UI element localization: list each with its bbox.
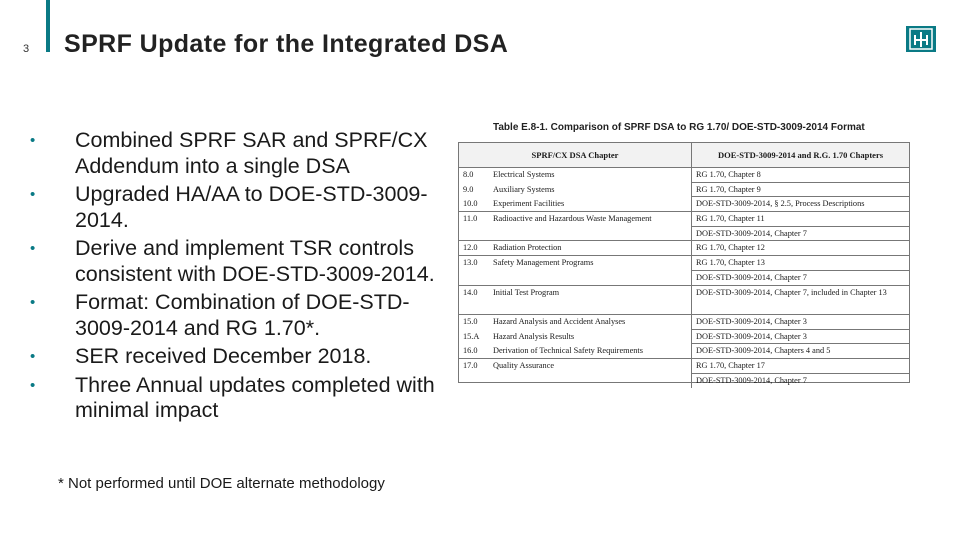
bullet-text: SER received December 2018. bbox=[75, 344, 372, 368]
table-cell: 9.0 Auxiliary Systems bbox=[463, 184, 555, 194]
bullet-text: Combined SPRF SAR and SPRF/CX Addendum into a single DSA bbox=[75, 128, 428, 178]
table-caption: Table E.8-1. Comparison of SPRF DSA to RG 1.70/ DOE-STD-3009-2014 Format bbox=[493, 122, 865, 133]
bullet-text: Three Annual updates completed with minimal impact bbox=[75, 372, 435, 422]
table-cell: DOE-STD-3009-2014, Chapter 7 bbox=[692, 227, 909, 242]
table-column-dsa bbox=[459, 168, 692, 388]
table-cell: DOE-STD-3009-2014, Chapter 7 bbox=[696, 375, 807, 385]
bullet-text: Format: Combination of DOE-STD-3009-2014 and RG 1.70*. bbox=[75, 290, 410, 340]
table-cell: RG 1.70, Chapter 12 bbox=[692, 241, 909, 256]
table-cell: DOE-STD-3009-2014, § 2.5, Process Descriptions bbox=[692, 197, 909, 212]
table-cell: DOE-STD-3009-2014, Chapters 4 and 5 bbox=[692, 344, 909, 359]
table-column-doe bbox=[692, 168, 909, 388]
title-accent-bar bbox=[46, 0, 50, 52]
bullet-list bbox=[30, 128, 450, 427]
table-cell: 12.0 Radiation Protection bbox=[459, 241, 691, 256]
table-cell: 16.0 Derivation of Technical Safety Requirements bbox=[459, 344, 691, 359]
table-cell: 10.0 Experiment Facilities bbox=[459, 197, 691, 212]
bullet-icon: • bbox=[30, 240, 36, 257]
bullet-item bbox=[30, 290, 450, 341]
table-cell: RG 1.70, Chapter 8 bbox=[692, 168, 909, 183]
bullet-icon: • bbox=[30, 132, 36, 149]
table-cell: DOE-STD-3009-2014, Chapter 3 bbox=[692, 330, 909, 345]
slide-title: SPRF Update for the Integrated DSA bbox=[64, 30, 509, 58]
table-header-dsa-chapter: SPRF/CX DSA Chapter bbox=[459, 143, 692, 167]
bullet-text: Upgraded HA/AA to DOE-STD-3009-2014. bbox=[75, 182, 428, 232]
bullet-icon: • bbox=[30, 186, 36, 203]
table-header-row bbox=[459, 143, 909, 168]
table-cell: 8.0 Electrical Systems bbox=[463, 170, 555, 179]
table-cell: 15.A Hazard Analysis Results bbox=[463, 331, 575, 341]
footnote: * Not performed until DOE alternate methodology bbox=[58, 475, 385, 492]
bullet-icon: • bbox=[30, 376, 36, 394]
table-cell: DOE-STD-3009-2014, Chapter 7 bbox=[692, 271, 909, 286]
bullet-item bbox=[30, 344, 450, 370]
bullet-icon: • bbox=[30, 348, 36, 365]
bullet-item bbox=[30, 373, 450, 424]
table-cell: RG 1.70, Chapter 9 bbox=[692, 183, 909, 198]
comparison-table bbox=[458, 142, 910, 383]
bullet-item bbox=[30, 128, 450, 179]
bullet-item bbox=[30, 182, 450, 233]
table-cell: 11.0 Radioactive and Hazardous Waste Management bbox=[459, 212, 691, 241]
table-cell: 17.0 Quality Assurance bbox=[463, 360, 555, 370]
slide-number: 3 bbox=[23, 43, 30, 55]
table-cell: RG 1.70, Chapter 17 bbox=[692, 359, 909, 374]
table-header-doe-chapters: DOE-STD-3009-2014 and R.G. 1.70 Chapters bbox=[717, 150, 884, 160]
table-cell: RG 1.70, Chapter 13 bbox=[692, 256, 909, 271]
table-cell: RG 1.70, Chapter 11 bbox=[692, 212, 909, 227]
bullet-item bbox=[30, 236, 450, 287]
bullet-text: Derive and implement TSR controls consistent with DOE-STD-3009-2014. bbox=[75, 236, 435, 286]
table-cell: DOE-STD-3009-2014, Chapter 7, included in Chapter 13 bbox=[692, 286, 909, 315]
table-cell: 14.0 Initial Test Program bbox=[459, 286, 691, 315]
table-cell: 15.0 Hazard Analysis and Accident Analyses bbox=[463, 316, 626, 326]
table-cell: DOE-STD-3009-2014, Chapter 3 bbox=[692, 315, 909, 330]
table-cell: 13.0 Safety Management Programs bbox=[459, 256, 691, 285]
bullet-icon: • bbox=[30, 294, 36, 311]
thunderbird-logo-icon bbox=[906, 26, 936, 52]
